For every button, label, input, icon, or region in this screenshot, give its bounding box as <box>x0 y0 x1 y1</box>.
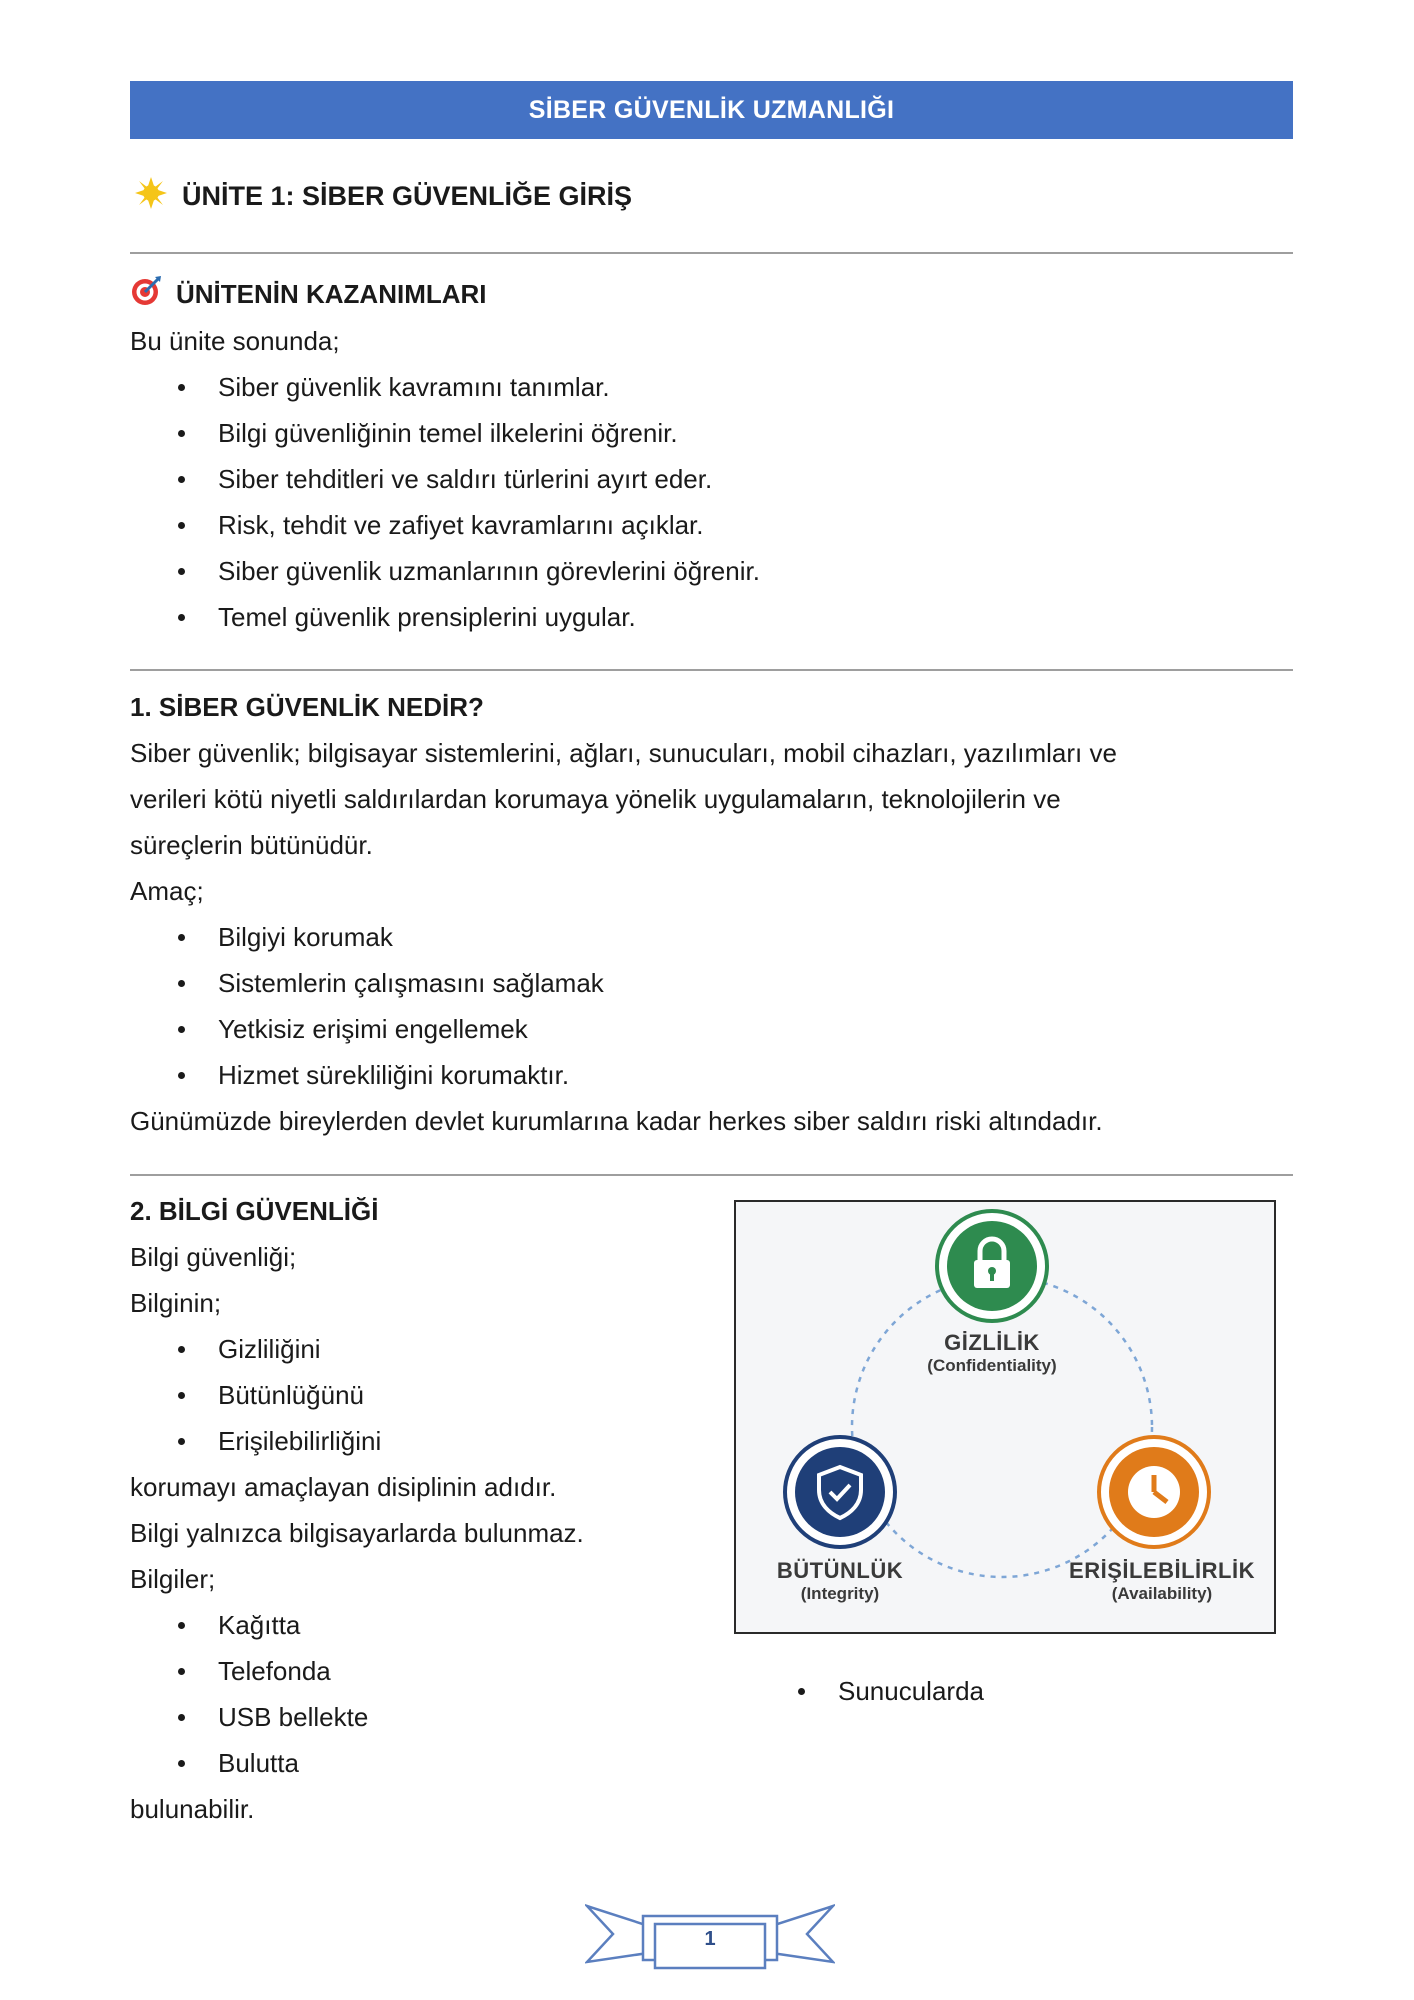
section2-heading <box>130 1196 378 1227</box>
section2-text-2: Bilginin; <box>130 1288 222 1318</box>
list-item: Sunucularda <box>750 1668 984 1714</box>
locations-list-right <box>750 1668 984 1714</box>
list-item: Siber tehditleri ve saldırı türlerini ayırt eder. <box>130 456 760 502</box>
list-item: Bilgiyi korumak <box>130 914 604 960</box>
section2-heading-text: 2. BİLGİ GÜVENLİĞİ <box>130 1196 379 1226</box>
list-item: Sistemlerin çalışmasını sağlamak <box>130 960 604 1006</box>
list-item: Risk, tehdit ve zafiyet kavramlarını açıklar. <box>130 502 760 548</box>
list-item: Kağıtta <box>130 1602 368 1648</box>
list-item: USB bellekte <box>130 1694 368 1740</box>
section1-heading <box>130 692 484 723</box>
list-item: Bilgi güvenliğinin temel ilkelerini öğrenir. <box>130 410 760 456</box>
list-item: Siber güvenlik uzmanlarının görevlerini öğrenir. <box>130 548 760 594</box>
paragraph-line: Siber güvenlik; bilgisayar sistemlerini, ağları, sunucuları, mobil cihazları, yazılımları ve <box>130 738 1117 768</box>
unit-title <box>134 176 632 217</box>
outcomes-list <box>130 364 760 640</box>
outcomes-heading-text: ÜNİTENİN KAZANIMLARI <box>176 279 487 309</box>
divider <box>130 1174 1293 1176</box>
aim-label: Amaç; <box>130 876 204 906</box>
list-item: Bütünlüğünü <box>130 1372 381 1418</box>
section2-text-4: Bilgi yalnızca bilgisayarlarda bulunmaz. <box>130 1518 584 1548</box>
locations-list <box>130 1602 368 1786</box>
integrity-label: BÜTÜNLÜK (Integrity) <box>776 1558 904 1603</box>
clock-icon <box>1099 1437 1209 1547</box>
section2-closing: bulunabilir. <box>130 1794 255 1824</box>
list-item: Siber güvenlik kavramını tanımlar. <box>130 364 760 410</box>
list-item: Hizmet sürekliliğini korumaktır. <box>130 1052 604 1098</box>
properties-list <box>130 1326 381 1464</box>
paragraph-line: süreçlerin bütünüdür. <box>130 830 373 860</box>
aims-list <box>130 914 604 1098</box>
section1-closing: Günümüzde bireylerden devlet kurumlarına kadar herkes siber saldırı riski altındadır. <box>130 1106 1103 1136</box>
list-item: Erişilebilirliğini <box>130 1418 381 1464</box>
document-title-bar <box>130 81 1293 139</box>
target-icon <box>130 275 162 314</box>
section2-text-3: korumayı amaçlayan disiplinin adıdır. <box>130 1472 557 1502</box>
section2-text-1: Bilgi güvenliği; <box>130 1242 297 1272</box>
outcomes-intro: Bu ünite sonunda; <box>130 326 340 356</box>
confidentiality-label: GİZLİLİK (Confidentiality) <box>927 1330 1057 1375</box>
section1-heading-text: 1. SİBER GÜVENLİK NEDİR? <box>130 692 484 722</box>
unit-title-text: ÜNİTE 1: SİBER GÜVENLİĞE GİRİŞ <box>182 181 633 211</box>
page-number-ribbon <box>585 1898 835 1974</box>
document-title: SİBER GÜVENLİK UZMANLIĞI <box>528 95 895 124</box>
shield-check-icon <box>785 1437 895 1547</box>
cia-triad-diagram <box>734 1200 1276 1634</box>
section2-text-5: Bilgiler; <box>130 1564 216 1594</box>
lock-icon <box>937 1211 1047 1321</box>
divider <box>130 669 1293 671</box>
section1-paragraph <box>130 730 1293 914</box>
availability-label: ERİŞİLEBİLİRLİK (Availability) <box>1069 1558 1255 1603</box>
page-number: 1 <box>704 1928 716 1950</box>
list-item: Yetkisiz erişimi engellemek <box>130 1006 604 1052</box>
divider <box>130 252 1293 254</box>
list-item: Telefonda <box>130 1648 368 1694</box>
list-item: Temel güvenlik prensiplerini uygular. <box>130 594 760 640</box>
outcomes-heading <box>130 275 487 314</box>
sparkle-icon <box>134 176 168 217</box>
list-item: Gizliliğini <box>130 1326 381 1372</box>
list-item: Bulutta <box>130 1740 368 1786</box>
paragraph-line: verileri kötü niyetli saldırılardan korumaya yönelik uygulamaların, teknolojilerin ve <box>130 784 1061 814</box>
